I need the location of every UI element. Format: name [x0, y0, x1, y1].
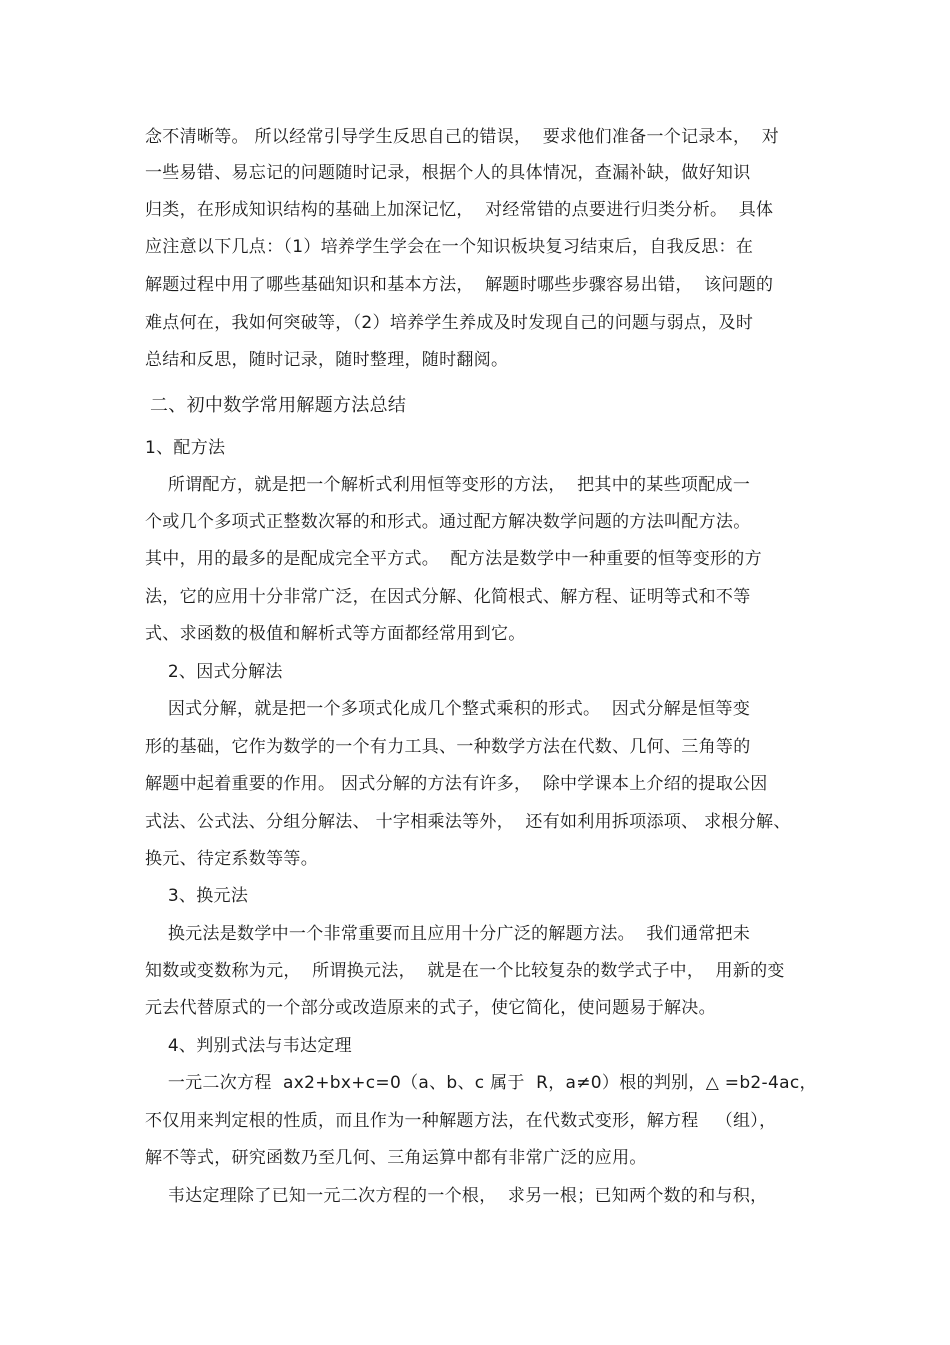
text-line: 形的基础，它作为数学的一个有力工具、一种数学方法在代数、几何、三角等的: [145, 737, 751, 757]
text-line: 个或几个多项式正整数次幂的和形式。通过配方解决数学问题的方法叫配方法。: [145, 512, 751, 532]
text-line: 念不清晰等。 所以经常引导学生反思自己的错误， 要求他们准备一个记录本， 对: [145, 127, 780, 147]
text-line: 一些易错、易忘记的问题随时记录，根据个人的具体情况，查漏补缺，做好知识: [145, 163, 751, 183]
text-line: 所谓配方，就是把一个解析式利用恒等变形的方法， 把其中的某些项配成一: [145, 475, 751, 495]
text-line: 换元法是数学中一个非常重要而且应用十分广泛的解题方法。 我们通常把未: [145, 924, 751, 944]
section-heading: 二、初中数学常用解题方法总结: [150, 395, 407, 416]
text-line: 法，它的应用十分非常广泛，在因式分解、化简根式、解方程、证明等式和不等: [145, 587, 751, 607]
text-line: 知数或变数称为元， 所谓换元法， 就是在一个比较复杂的数学式子中， 用新的变: [145, 961, 785, 981]
text-line: 总结和反思，随时记录，随时整理，随时翻阅。: [145, 350, 509, 370]
text-line: 式、求函数的极值和解析式等方面都经常用到它。: [145, 624, 526, 644]
text-line: 解题过程中用了哪些基础知识和基本方法， 解题时哪些步骤容易出错， 该问题的: [145, 275, 774, 295]
text-line: 其中，用的最多的是配成完全平方式。 配方法是数学中一种重要的恒等变形的方: [145, 549, 762, 569]
text-line: 解不等式，研究函数乃至几何、三角运算中都有非常广泛的应用。: [145, 1148, 647, 1168]
text-line: 韦达定理除了已知一元二次方程的一个根， 求另一根；已知两个数的和与积，: [145, 1186, 768, 1206]
text-line: 归类，在形成知识结构的基础上加深记忆， 对经常错的点要进行归类分析。 具体: [145, 200, 774, 220]
subsection-heading: 1、配方法: [145, 438, 226, 458]
text-line: 元去代替原式的一个部分或改造原来的式子，使它简化，使问题易于解决。: [145, 998, 716, 1018]
text-line: 解题中起着重要的作用。 因式分解的方法有许多， 除中学课本上介绍的提取公因: [145, 774, 768, 794]
subsection-heading: 3、换元法: [145, 886, 249, 906]
text-line: 不仅用来判定根的性质，而且作为一种解题方法，在代数式变形，解方程 （组），: [145, 1111, 777, 1131]
subsection-heading: 4、判别式法与韦达定理: [145, 1036, 352, 1056]
text-line: 难点何在，我如何突破等，（2）培养学生养成及时发现自己的问题与弱点，及时: [145, 313, 754, 333]
text-line: 一元二次方程 ax2+bx+c=0（a、b、c 属于 R，a≠0）根的判别，△ =b2-4ac，: [145, 1073, 817, 1093]
text-line: 应注意以下几点：（1）培养学生学会在一个知识板块复习结束后，自我反思：在: [145, 237, 754, 257]
text-line: 式法、公式法、分组分解法、 十字相乘法等外， 还有如利用拆项添项、 求根分解、: [145, 812, 791, 832]
text-line: 换元、待定系数等等。: [145, 849, 318, 869]
text-line: 因式分解，就是把一个多项式化成几个整式乘积的形式。 因式分解是恒等变: [145, 699, 751, 719]
subsection-heading: 2、因式分解法: [145, 662, 283, 682]
